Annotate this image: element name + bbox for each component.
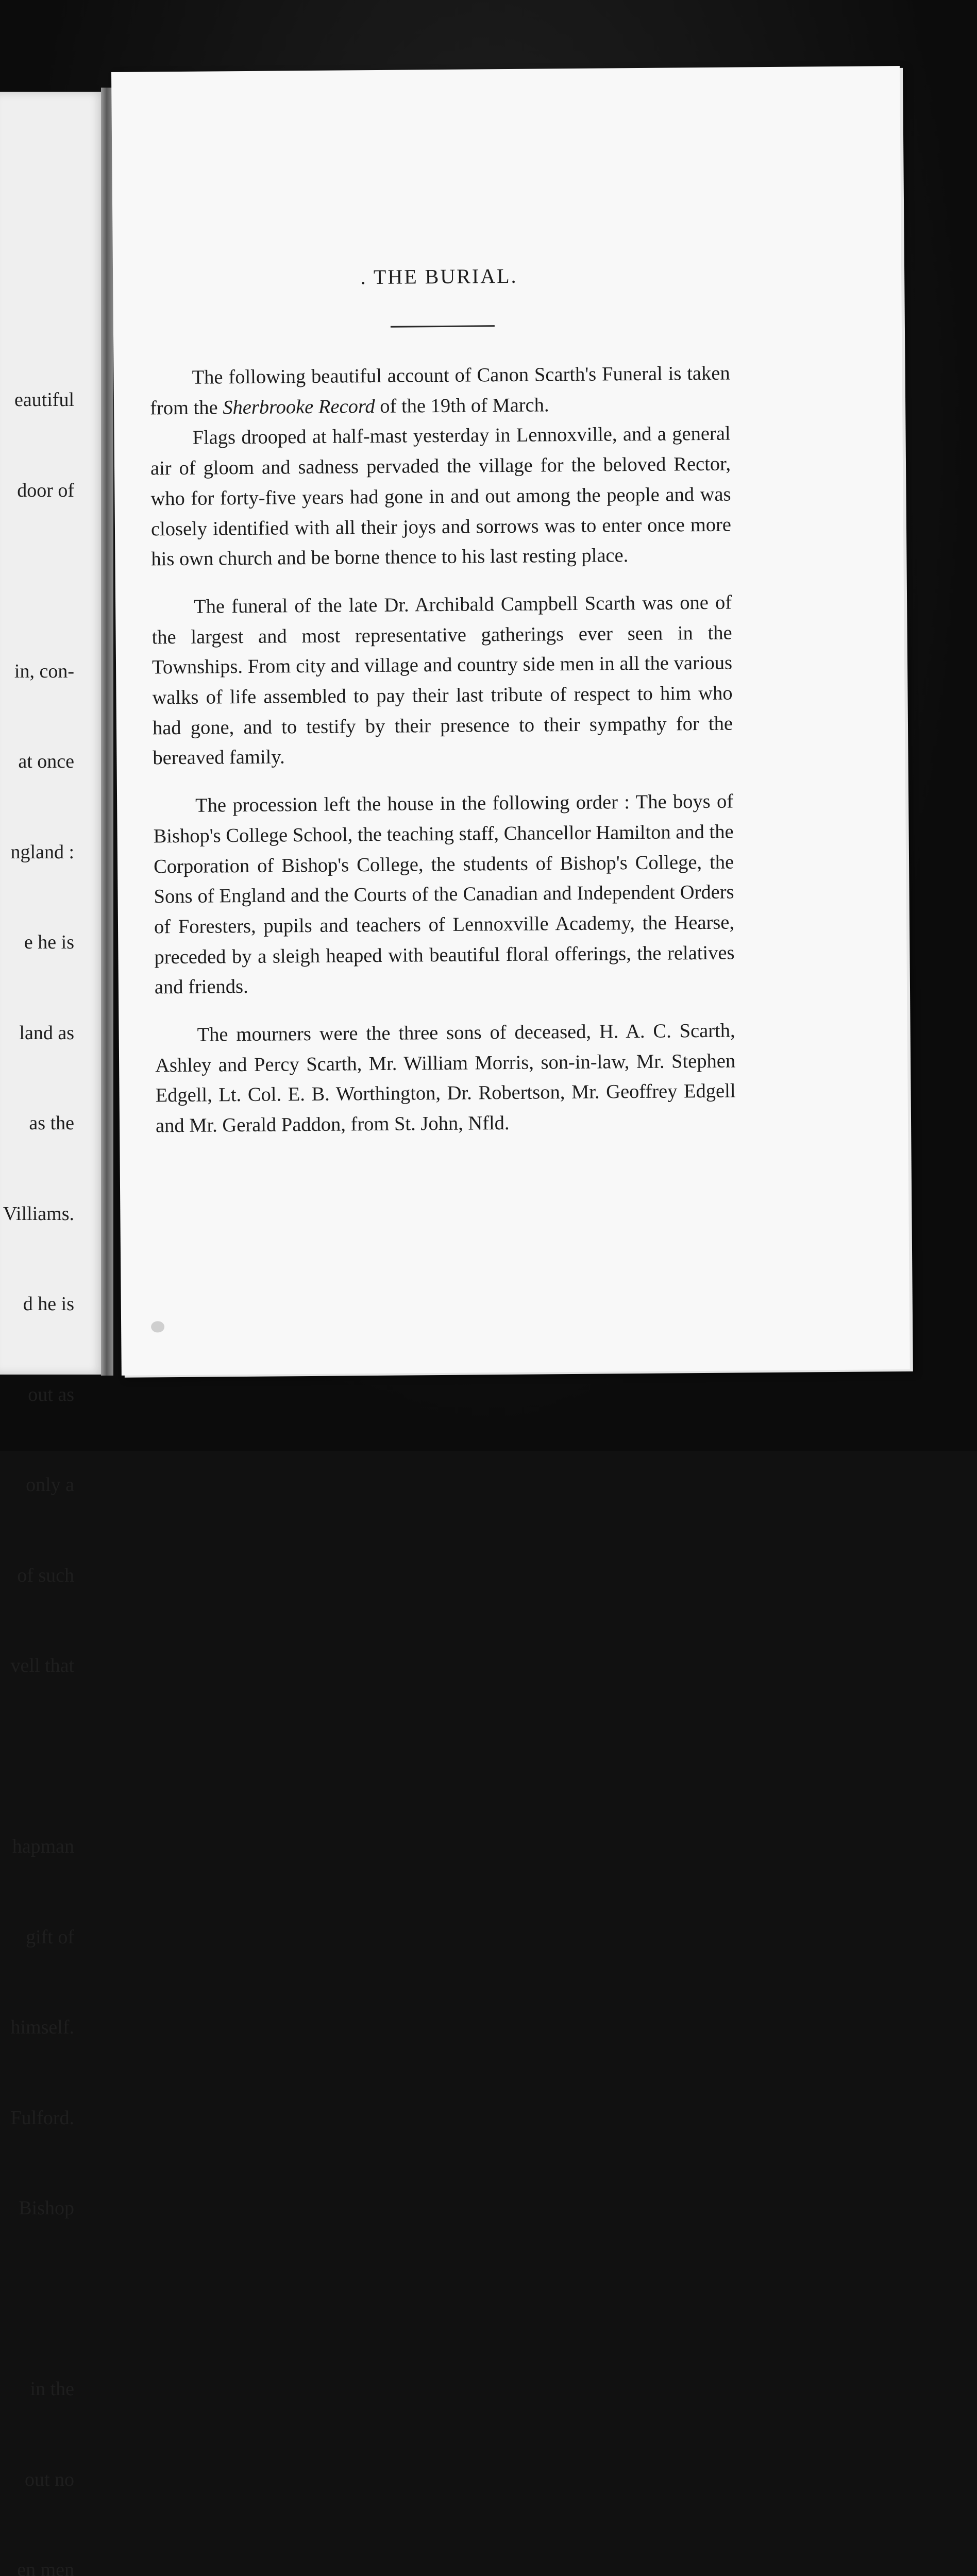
left-page-text <box>3 325 74 2576</box>
paper-speck <box>151 1321 164 1332</box>
left-page-line: only a <box>21 1474 74 1496</box>
intro-paragraph <box>149 359 730 423</box>
paragraph-flags: Flags drooped at half-mast yesterday in Lennoxville, and a general air of gloom and sadness pervaded the village for the beloved Rector, who for forty-five years had gone in and out among the people and was closely identified with all their joys and sorrows was to enter once more his own church and be borne thence to his last resting place. <box>150 422 732 570</box>
paragraph-mourners: The mourners were the three sons of deceased, H. A. C. Scarth, Ashley and Percy Scarth, Mr. William Morris, son-in-law, Mr. Stephen Edgell, Lt. Col. E. B. Worthington, Dr. Robertson, Mr. Geoffrey Edgell and Mr. Gerald Paddon, from St. John, Nfld. <box>155 1020 736 1137</box>
left-page-line: land as <box>19 1022 74 1044</box>
left-page-line: gift of <box>21 1926 74 1948</box>
article-body <box>149 359 736 1142</box>
left-page-line: in, con- <box>14 660 74 682</box>
left-page-line: of such <box>17 1564 74 1586</box>
left-page-line: as the <box>24 1112 74 1134</box>
left-page-line: out no <box>20 2468 74 2490</box>
left-page-line: Villiams. <box>3 1202 74 1225</box>
left-page-line: himself. <box>10 2016 74 2038</box>
left-page-line: Fulford. <box>10 2107 74 2129</box>
intro-text-before: The following beautiful account of Canon Scarth's Funeral is taken from the <box>149 362 730 419</box>
left-page-line: eautiful <box>14 389 74 411</box>
left-facing-page <box>0 92 106 2576</box>
main-page <box>111 66 910 1376</box>
intro-text-after: of the 19th of March. <box>375 394 549 417</box>
left-page-line: hapman <box>12 1836 74 1857</box>
paragraph-procession: The procession left the house in the following order : The boys of Bishop's College School, the teaching staff, Chancellor Hamilton and the Corporation of Bishop's College, the students of Bishop's College, the Sons of England and the Courts of the Canadian and Independent Orders of Foresters, pupils and teachers of Lennoxville Academy, the Hearse, preceded by a sleigh heaped with beautiful floral offerings, the relatives and friends. <box>153 790 735 998</box>
left-page-line <box>3 2284 74 2314</box>
left-page-line <box>3 566 74 596</box>
left-page-line: door of <box>17 479 74 501</box>
source-title: Sherbrooke Record <box>223 395 375 419</box>
left-page-line: at once <box>18 751 74 772</box>
left-page-line: d he is <box>23 1293 74 1315</box>
paragraph-funeral: The funeral of the late Dr. Archibald Campbell Scarth was one of the largest and most representative gatherings ever seen in the Townships. From city and village and country side men in all the various walks of life assembled to pay their last tribute of respect to him who had gone, and to testify by their presence to their sympathy for the bereaved family. <box>151 591 733 769</box>
left-page-line: vell that <box>10 1655 74 1676</box>
left-page-line: en men <box>17 2559 74 2576</box>
page-title: . THE BURIAL. <box>360 264 518 289</box>
title-rule <box>391 325 495 328</box>
book-spine <box>101 88 113 1376</box>
left-page-line: Bishop <box>13 2197 74 2219</box>
left-page-line: e he is <box>24 931 74 953</box>
left-page-line: out as <box>23 1383 74 1405</box>
left-page-line: ngland : <box>10 841 74 863</box>
left-page-line <box>3 1741 74 1772</box>
left-page-line: in the <box>25 2378 74 2400</box>
